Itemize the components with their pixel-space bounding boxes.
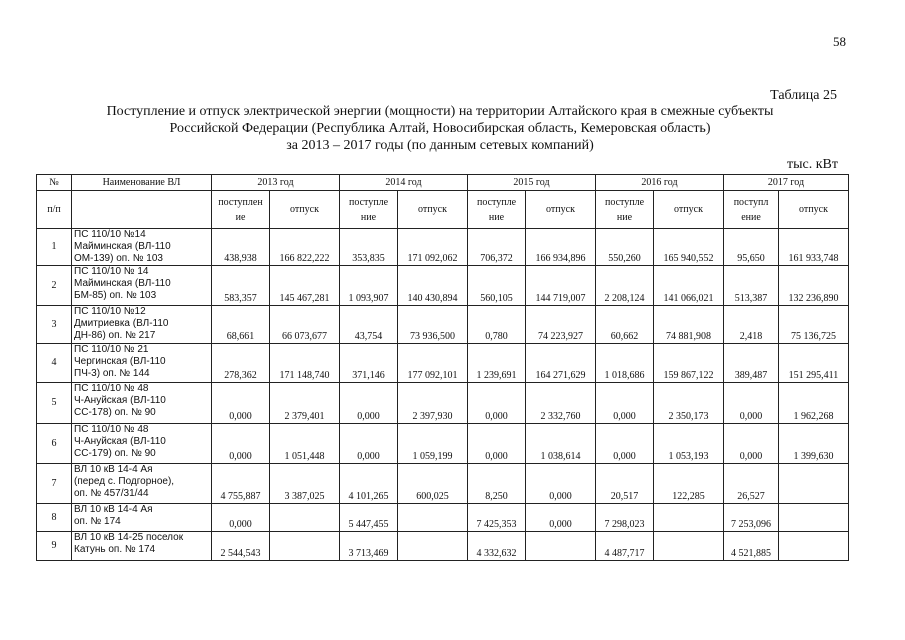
header-release-2016: отпуск: [654, 191, 724, 229]
receipt-cell: 2 208,124: [596, 266, 654, 306]
table-row: [37, 229, 849, 266]
header-num-sub: п/п: [37, 191, 72, 229]
table-row: [37, 344, 849, 383]
receipt-cell: 0,000: [724, 383, 779, 424]
release-cell: 2 332,760: [526, 383, 596, 424]
header-receipt-2016: поступле ние: [596, 191, 654, 229]
release-cell: [398, 504, 468, 532]
row-number: 3: [37, 306, 72, 344]
header-name-sub: [72, 191, 212, 229]
release-cell: 1 059,199: [398, 424, 468, 464]
header-receipt-2014: поступле ние: [340, 191, 398, 229]
receipt-cell: 5 447,455: [340, 504, 398, 532]
receipt-cell: 1 093,907: [340, 266, 398, 306]
release-cell: 141 066,021: [654, 266, 724, 306]
receipt-cell: 0,000: [468, 424, 526, 464]
receipt-cell: 26,527: [724, 464, 779, 504]
table-row: [37, 424, 849, 464]
release-cell: 74 881,908: [654, 306, 724, 344]
line-name: ПС 110/10 №12 Дмитриевка (ВЛ-110 ДН-86) оп. № 217: [72, 306, 212, 344]
receipt-cell: 60,662: [596, 306, 654, 344]
receipt-cell: 560,105: [468, 266, 526, 306]
header-row-sub: [37, 191, 849, 229]
release-cell: 2 350,173: [654, 383, 724, 424]
release-cell: 159 867,122: [654, 344, 724, 383]
header-release-2014: отпуск: [398, 191, 468, 229]
release-cell: 3 387,025: [270, 464, 340, 504]
release-cell: 151 295,411: [779, 344, 849, 383]
line-name: ВЛ 10 кВ 14-4 Ая оп. № 174: [72, 504, 212, 532]
receipt-cell: 0,000: [212, 504, 270, 532]
receipt-cell: 4 332,632: [468, 532, 526, 561]
table-body: [37, 229, 849, 561]
row-number: 6: [37, 424, 72, 464]
receipt-cell: 4 101,265: [340, 464, 398, 504]
header-year-2013: 2013 год: [212, 175, 340, 191]
receipt-cell: 0,000: [724, 424, 779, 464]
receipt-cell: 4 487,717: [596, 532, 654, 561]
receipt-cell: 7 425,353: [468, 504, 526, 532]
title-line-2: Российской Федерации (Республика Алтай, Новосибирская область, Кемеровская область): [169, 121, 711, 136]
release-cell: [398, 532, 468, 561]
release-cell: 66 073,677: [270, 306, 340, 344]
receipt-cell: 68,661: [212, 306, 270, 344]
row-number: 5: [37, 383, 72, 424]
release-cell: 166 822,222: [270, 229, 340, 266]
header-receipt-2013: поступлен ие: [212, 191, 270, 229]
release-cell: 161 933,748: [779, 229, 849, 266]
receipt-cell: 278,362: [212, 344, 270, 383]
release-cell: [270, 504, 340, 532]
header-release-2015: отпуск: [526, 191, 596, 229]
receipt-cell: 2,418: [724, 306, 779, 344]
line-name: ПС 110/10 № 21 Чергинская (ВЛ-110 ПЧ-3) оп. № 144: [72, 344, 212, 383]
receipt-cell: 550,260: [596, 229, 654, 266]
header-receipt-2017: поступл ение: [724, 191, 779, 229]
receipt-cell: 513,387: [724, 266, 779, 306]
title-line-1: Поступление и отпуск электрической энергии (мощности) на территории Алтайского края в смежные субъекты: [106, 104, 774, 119]
release-cell: 165 940,552: [654, 229, 724, 266]
release-cell: 1 051,448: [270, 424, 340, 464]
header-year-2017: 2017 год: [724, 175, 849, 191]
header-receipt-2015: поступле ние: [468, 191, 526, 229]
release-cell: 2 397,930: [398, 383, 468, 424]
release-cell: 1 053,193: [654, 424, 724, 464]
release-cell: 74 223,927: [526, 306, 596, 344]
row-number: 9: [37, 532, 72, 561]
receipt-cell: 0,000: [212, 383, 270, 424]
receipt-cell: 7 253,096: [724, 504, 779, 532]
release-cell: 140 430,894: [398, 266, 468, 306]
receipt-cell: 4 755,887: [212, 464, 270, 504]
table-row: [37, 383, 849, 424]
page-number: 58: [833, 34, 846, 49]
header-name: Наименование ВЛ: [72, 175, 212, 191]
release-cell: 122,285: [654, 464, 724, 504]
release-cell: 0,000: [526, 464, 596, 504]
line-name: ПС 110/10 № 14 Майминская (ВЛ-110 БМ-85) оп. № 103: [72, 266, 212, 306]
release-cell: 75 136,725: [779, 306, 849, 344]
receipt-cell: 0,000: [340, 424, 398, 464]
release-cell: [270, 532, 340, 561]
line-name: ПС 110/10 № 48 Ч-Ануйская (ВЛ-110 СС-179) оп. № 90: [72, 424, 212, 464]
receipt-cell: 8,250: [468, 464, 526, 504]
receipt-cell: 0,000: [340, 383, 398, 424]
receipt-cell: 95,650: [724, 229, 779, 266]
release-cell: 2 379,401: [270, 383, 340, 424]
line-name: ПС 110/10 № 48 Ч-Ануйская (ВЛ-110 СС-178) оп. № 90: [72, 383, 212, 424]
release-cell: 164 271,629: [526, 344, 596, 383]
receipt-cell: 3 713,469: [340, 532, 398, 561]
receipt-cell: 0,000: [596, 424, 654, 464]
table-row: [37, 532, 849, 561]
row-number: 8: [37, 504, 72, 532]
receipt-cell: 438,938: [212, 229, 270, 266]
receipt-cell: 389,487: [724, 344, 779, 383]
release-cell: [526, 532, 596, 561]
row-number: 2: [37, 266, 72, 306]
table-row: [37, 504, 849, 532]
release-cell: [779, 464, 849, 504]
header-release-2013: отпуск: [270, 191, 340, 229]
row-number: 1: [37, 229, 72, 266]
title-line-3: за 2013 – 2017 годы (по данным сетевых компаний): [286, 138, 594, 153]
receipt-cell: 2 544,543: [212, 532, 270, 561]
release-cell: 1 038,614: [526, 424, 596, 464]
header-release-2017: отпуск: [779, 191, 849, 229]
line-name: ВЛ 10 кВ 14-25 поселок Катунь оп. № 174: [72, 532, 212, 561]
energy-table: [36, 174, 849, 561]
receipt-cell: 43,754: [340, 306, 398, 344]
row-number: 7: [37, 464, 72, 504]
receipt-cell: 706,372: [468, 229, 526, 266]
release-cell: 600,025: [398, 464, 468, 504]
release-cell: 144 719,007: [526, 266, 596, 306]
receipt-cell: 1 018,686: [596, 344, 654, 383]
line-name: ПС 110/10 №14 Майминская (ВЛ-110 ОМ-139) оп. № 103: [72, 229, 212, 266]
row-number: 4: [37, 344, 72, 383]
release-cell: [779, 504, 849, 532]
receipt-cell: 0,780: [468, 306, 526, 344]
receipt-cell: 371,146: [340, 344, 398, 383]
receipt-cell: 1 239,691: [468, 344, 526, 383]
line-name: ВЛ 10 кВ 14-4 Ая (перед с. Подгорное), оп. № 457/31/44: [72, 464, 212, 504]
release-cell: 171 092,062: [398, 229, 468, 266]
table-row: [37, 306, 849, 344]
header-year-2016: 2016 год: [596, 175, 724, 191]
header-num: №: [37, 175, 72, 191]
receipt-cell: 20,517: [596, 464, 654, 504]
header-row-years: [37, 175, 849, 191]
release-cell: [654, 532, 724, 561]
release-cell: [654, 504, 724, 532]
release-cell: 73 936,500: [398, 306, 468, 344]
release-cell: [779, 532, 849, 561]
release-cell: 1 399,630: [779, 424, 849, 464]
release-cell: 171 148,740: [270, 344, 340, 383]
header-year-2015: 2015 год: [468, 175, 596, 191]
receipt-cell: 353,835: [340, 229, 398, 266]
table-row: [37, 266, 849, 306]
release-cell: 1 962,268: [779, 383, 849, 424]
release-cell: 0,000: [526, 504, 596, 532]
header-year-2014: 2014 год: [340, 175, 468, 191]
table-row: [37, 464, 849, 504]
release-cell: 177 092,101: [398, 344, 468, 383]
receipt-cell: 7 298,023: [596, 504, 654, 532]
receipt-cell: 0,000: [596, 383, 654, 424]
release-cell: 145 467,281: [270, 266, 340, 306]
receipt-cell: 4 521,885: [724, 532, 779, 561]
receipt-cell: 583,357: [212, 266, 270, 306]
receipt-cell: 0,000: [212, 424, 270, 464]
table-label: Таблица 25: [770, 88, 837, 103]
release-cell: 132 236,890: [779, 266, 849, 306]
table-title: [60, 103, 820, 154]
receipt-cell: 0,000: [468, 383, 526, 424]
units-label: тыс. кВт: [787, 157, 838, 172]
release-cell: 166 934,896: [526, 229, 596, 266]
